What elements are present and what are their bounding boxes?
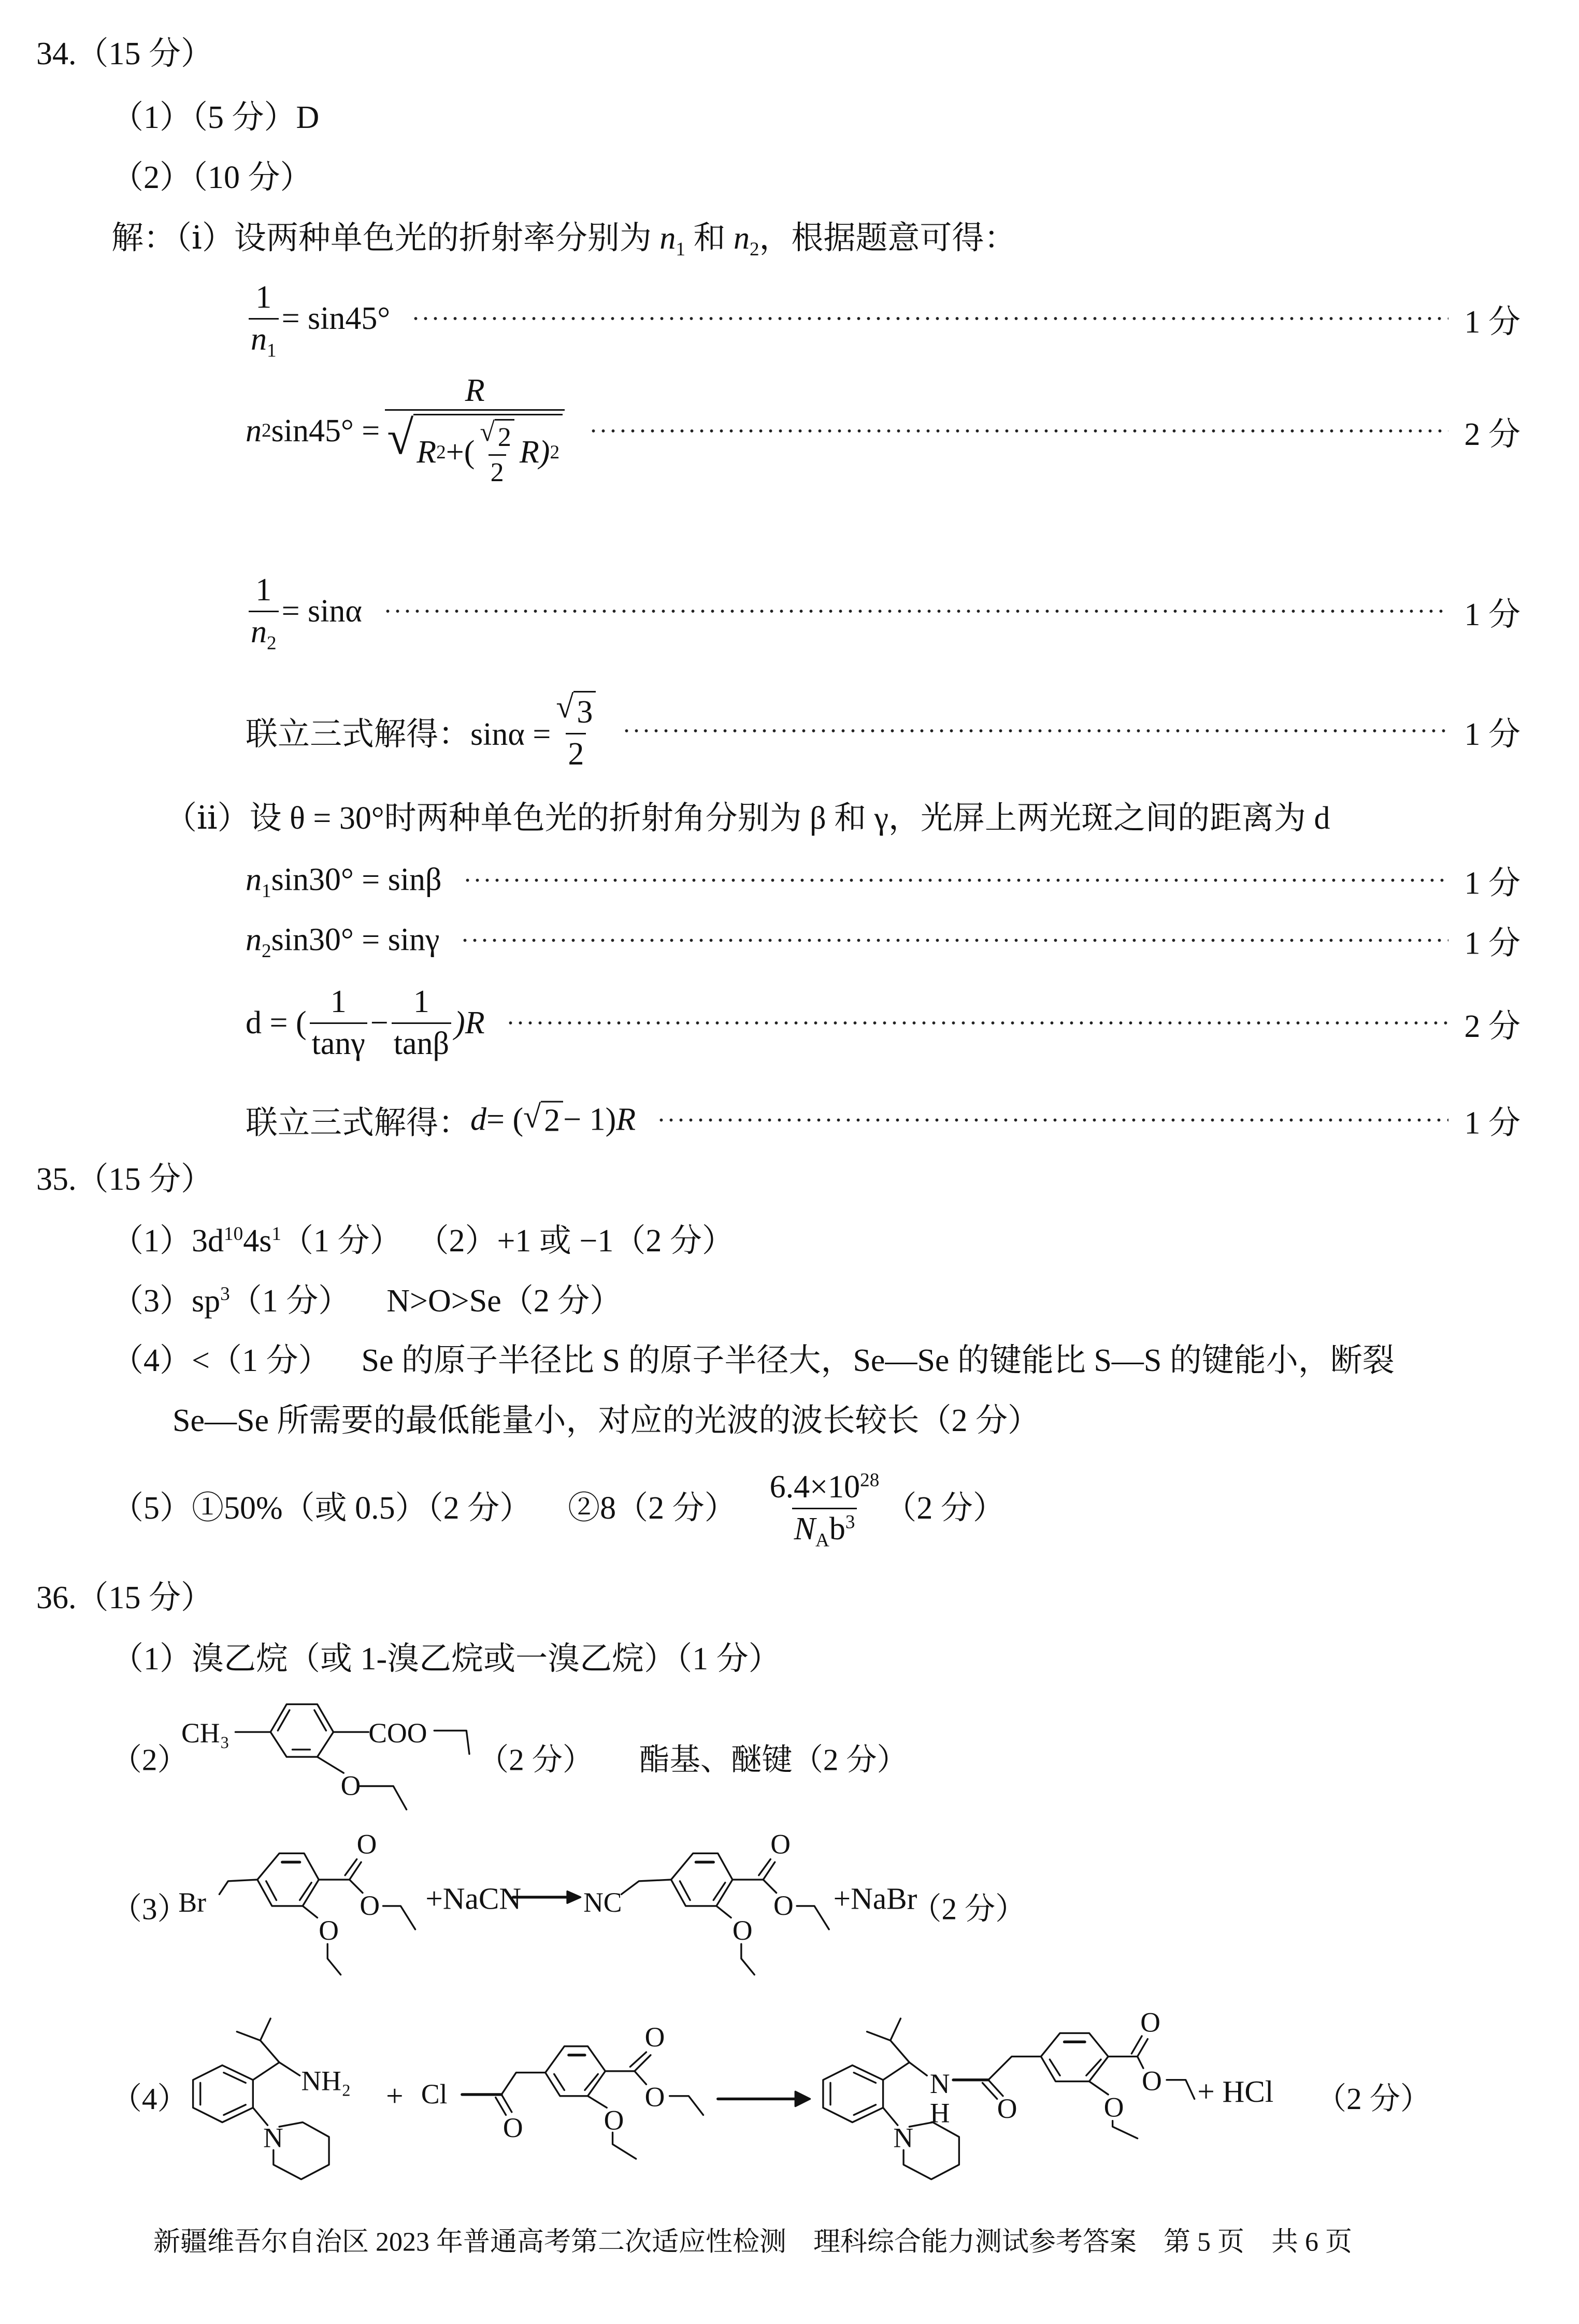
equation-lhs: 联立三式解得： bbox=[246, 1105, 471, 1141]
score: 1 分 bbox=[1464, 597, 1520, 632]
score: （2 分） bbox=[911, 1892, 1026, 1926]
amide-product bbox=[823, 2007, 1195, 2179]
equation-rhs: sin30° = sinγ bbox=[271, 922, 440, 958]
text: 6.4×10 bbox=[769, 1469, 860, 1505]
var: n bbox=[251, 614, 267, 649]
benzoate-product bbox=[671, 1828, 829, 1974]
equation-rhs: )R bbox=[454, 1005, 485, 1041]
numerator: 1 bbox=[330, 984, 347, 1019]
atom-o: O bbox=[503, 2112, 523, 2143]
reagent-nacn: +NaCN bbox=[425, 1881, 522, 1916]
score: 1 分 bbox=[1464, 1105, 1520, 1141]
sup: 3 bbox=[845, 1511, 855, 1533]
score: 1 分 bbox=[1464, 304, 1520, 340]
atom-o: O bbox=[644, 2021, 665, 2053]
product-hcl: + HCl bbox=[1197, 2074, 1274, 2109]
label: （3） bbox=[111, 1892, 188, 1926]
text: （2）+1 或 −1（2 分） bbox=[433, 1223, 734, 1259]
atom-o: O bbox=[356, 1828, 377, 1860]
text: b bbox=[829, 1511, 845, 1547]
text: N>O>Se（2 分） bbox=[386, 1283, 622, 1319]
numerator: R bbox=[465, 373, 485, 408]
atom-br: Br bbox=[178, 1887, 207, 1918]
sup: 28 bbox=[860, 1469, 880, 1491]
score: （2 分） bbox=[1315, 2082, 1431, 2116]
atom-o: O bbox=[604, 2104, 624, 2136]
equation-8: 联立三式解得： d = ( √ 2 − 1) R 1 分 bbox=[246, 1097, 1520, 1143]
text: （4）<（1 分） bbox=[111, 1343, 331, 1378]
text: （1）3d bbox=[111, 1223, 224, 1259]
q36-line-1: （1）溴乙烷（或 1-溴乙烷或一溴乙烷）（1 分） bbox=[111, 1641, 781, 1677]
text: Se 的原子半径比 S 的原子半径大，Se—Se 的键能比 S—S 的键能小，断裂 bbox=[361, 1343, 1395, 1378]
numerator: 1 bbox=[255, 572, 272, 608]
sub: 1 bbox=[676, 239, 685, 261]
sup: 10 bbox=[224, 1223, 243, 1245]
denominator: 2 bbox=[489, 454, 506, 489]
structure-3 bbox=[111, 1828, 1026, 1974]
text: （2 分） bbox=[884, 1490, 1005, 1526]
sub: 2 bbox=[267, 632, 277, 654]
sub: A bbox=[815, 1529, 829, 1551]
atom-o: O bbox=[997, 2093, 1017, 2125]
atom-ch3: CH₃ bbox=[181, 1717, 230, 1749]
amine-reactant bbox=[193, 2018, 351, 2179]
label: （2） bbox=[111, 1742, 188, 1777]
var: R bbox=[417, 434, 437, 470]
equation-lhs: d = ( bbox=[246, 1005, 307, 1041]
score: 1 分 bbox=[1464, 865, 1520, 901]
sub: 1 bbox=[267, 339, 277, 361]
sup: 1 bbox=[271, 1223, 281, 1245]
arrow-head bbox=[567, 1892, 580, 1903]
sub: 2 bbox=[749, 239, 759, 261]
label: （4） bbox=[111, 2082, 188, 2116]
atom-o: O bbox=[1140, 2007, 1161, 2038]
intro-text: 解：（ⅰ）设两种单色光的折射率分别为 bbox=[111, 220, 660, 256]
q35-line-4: Se—Se 所需要的最低能量小，对应的光波的波长较长（2 分） bbox=[173, 1403, 1040, 1438]
equation-2: n 2 sin45° = R √ R 2 +( √ 2 2 R) 2 2 分 bbox=[246, 372, 1520, 489]
text: （1 分） bbox=[281, 1223, 402, 1259]
equation-rhs: sin30° = sinβ bbox=[271, 862, 442, 898]
radical-sign: √ bbox=[387, 411, 414, 465]
intro-text: 和 bbox=[685, 220, 734, 256]
op: = ( bbox=[486, 1102, 524, 1137]
text: （1 分） bbox=[229, 1283, 351, 1319]
radicand: R 2 +( √ 2 2 R) 2 bbox=[413, 414, 563, 489]
atom-n: N bbox=[893, 2122, 914, 2154]
score: 1 分 bbox=[1464, 926, 1520, 961]
atom-h: H bbox=[929, 2097, 950, 2129]
equation-lhs: sin45° = bbox=[271, 413, 380, 449]
text: （3）sp bbox=[111, 1283, 221, 1319]
text: 4s bbox=[243, 1223, 272, 1259]
var-n: n bbox=[659, 220, 676, 256]
q34-header: 34.（15 分） bbox=[36, 36, 213, 71]
atom-nc: NC bbox=[583, 1887, 622, 1918]
var: R) bbox=[519, 434, 550, 470]
radicand: 3 bbox=[573, 691, 596, 733]
var: n bbox=[246, 413, 262, 449]
acyl-chloride bbox=[462, 2022, 704, 2159]
page-footer: 新疆维吾尔自治区 2023 年普通高考第二次适应性检测 理科综合能力测试参考答案 第 5 页 共 6 页 bbox=[153, 2227, 1353, 2257]
numerator: 1 bbox=[413, 984, 429, 1019]
equation-lhs: 联立三式解得：sinα = bbox=[246, 716, 551, 752]
benzoate-reactant bbox=[257, 1828, 415, 1974]
atom-cl: Cl bbox=[421, 2078, 448, 2110]
var: n bbox=[246, 862, 262, 898]
op: +( bbox=[446, 434, 475, 470]
numerator: 1 bbox=[255, 280, 272, 315]
score: 2 分 bbox=[1464, 416, 1520, 452]
atom-o: O bbox=[1103, 2091, 1124, 2123]
atom-o: O bbox=[340, 1770, 361, 1801]
plus: + bbox=[386, 2078, 404, 2113]
q35-header: 35.（15 分） bbox=[36, 1161, 213, 1197]
text: （5）①50%（或 0.5）（2 分） bbox=[111, 1490, 532, 1526]
denominator: tanβ bbox=[392, 1022, 451, 1064]
atom-n: N bbox=[263, 2122, 283, 2154]
var: R bbox=[616, 1102, 636, 1137]
atom-o: O bbox=[1142, 2065, 1162, 2097]
arrow-head bbox=[795, 2091, 810, 2106]
atom-o: O bbox=[732, 1914, 753, 1946]
functional-groups: 酯基、醚键（2 分） bbox=[639, 1742, 908, 1777]
atom-o: O bbox=[770, 1828, 791, 1860]
score: （2 分） bbox=[478, 1742, 594, 1777]
numerator: √ 3 bbox=[554, 687, 598, 733]
structure-4 bbox=[111, 2007, 1431, 2179]
atom-o: O bbox=[773, 1889, 794, 1921]
q34-part1-answer: （1）（5 分）D bbox=[111, 99, 320, 135]
intro-text: ，根据题意可得： bbox=[759, 220, 1016, 256]
atom-o: O bbox=[644, 2081, 665, 2113]
var: N bbox=[794, 1511, 815, 1547]
var: d bbox=[470, 1102, 487, 1137]
denominator: 2 bbox=[566, 733, 586, 775]
var: n bbox=[246, 922, 262, 958]
sub: 1 bbox=[262, 880, 271, 902]
q34-part-ii: （ⅱ）设 θ = 30°时两种单色光的折射角分别为 β 和 γ，光屏上两光斑之间的距离为 d bbox=[165, 800, 1330, 836]
atom-o: O bbox=[360, 1889, 380, 1921]
structure-2 bbox=[111, 1704, 908, 1809]
op: − bbox=[370, 1005, 389, 1041]
benzene-ring bbox=[1041, 2033, 1108, 2081]
score: 2 分 bbox=[1464, 1008, 1520, 1044]
q36-header: 36.（15 分） bbox=[36, 1580, 213, 1615]
score: 1 分 bbox=[1464, 716, 1520, 752]
atom-n: N bbox=[929, 2068, 950, 2100]
text: ②8（2 分） bbox=[568, 1490, 737, 1526]
radicand: 2 bbox=[495, 419, 514, 454]
q34-part2-header: （2）（10 分） bbox=[111, 160, 312, 195]
radicand: 2 bbox=[541, 1101, 563, 1139]
equation-rhs: = sin45° bbox=[281, 300, 391, 336]
product-nabr: +NaBr bbox=[833, 1881, 917, 1916]
atom-o: O bbox=[319, 1914, 339, 1946]
sup: 3 bbox=[220, 1283, 230, 1305]
equation-rhs: = sinα bbox=[281, 593, 362, 629]
atom-nh2: NH₂ bbox=[301, 2065, 351, 2097]
op: − 1) bbox=[563, 1102, 616, 1137]
numerator: √ 2 bbox=[478, 415, 516, 454]
atom-coo: COO bbox=[368, 1717, 427, 1749]
sub: 2 bbox=[262, 940, 271, 962]
benzene-ring bbox=[823, 2066, 883, 2123]
denominator: tanγ bbox=[310, 1022, 367, 1064]
var-n: n bbox=[733, 220, 750, 256]
benzene-ring bbox=[193, 2066, 253, 2123]
var: n bbox=[251, 321, 267, 357]
